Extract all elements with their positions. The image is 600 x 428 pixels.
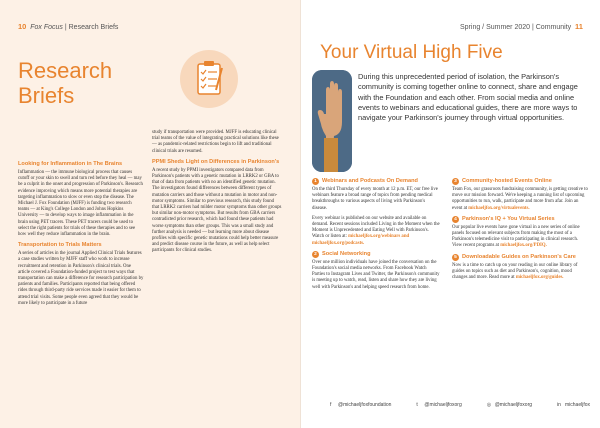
right-page-number: 11	[575, 22, 583, 31]
footer-twitter-label: @michaeljfoxorg	[424, 402, 462, 408]
item-5-body: Now is a time to catch up on your reading in our online library of guides on topics such as diet and Parkinson's, cognition, mood changes and more. Read more at	[452, 262, 578, 281]
left-page-number: 10	[18, 22, 27, 31]
left-header-title: Fox Focus	[30, 24, 63, 31]
footer-facebook[interactable]	[330, 402, 391, 408]
item-5-text	[452, 263, 588, 282]
social-footer	[330, 402, 590, 408]
article-2-continued: study if transportation were provided. MJFF is educating clinical trial teams of the value of integrating practical solutions like these — as pandemic-related restrictions begin to lift and traditional clinical trials are resumed.	[152, 130, 279, 154]
footer-instagram[interactable]	[487, 402, 532, 408]
right-page-header	[460, 22, 583, 31]
item-5-title: Downloadable Guides on Parkinson's Care	[462, 253, 576, 260]
article-1-heading: Looking for Inflammation in The Brains	[18, 161, 123, 167]
footer-facebook-label: @michaeljfoxfoundation	[338, 402, 392, 408]
left-column-1	[18, 158, 144, 311]
item-2-number: 2	[312, 251, 319, 258]
item-3-body: Team Fox, our grassroots fundraising community, is getting creative to move our mission forward. We're keeping a running list of upcoming opportunities to run, walk, participate and more from afar. Join an event at	[452, 187, 588, 211]
item-4-link[interactable]: michaeljfox.org/PDIQ.	[500, 243, 547, 249]
item-4-title: Parkinson's IQ + You Virtual Series	[462, 215, 555, 222]
left-column-2	[152, 130, 282, 259]
intro-paragraph: During this unprecedented period of isolation, the Parkinson's community is coming together online to connect, share and engage with the Foundation and each other. From social media and online events to webinars and educational guides, there are more ways to navigate your Parkinson's journey through virtual opportunities.	[358, 72, 578, 123]
instagram-icon: ◎	[486, 402, 492, 408]
footer-twitter[interactable]	[416, 402, 461, 408]
right-column-1	[312, 178, 440, 295]
clipboard-checklist-icon	[180, 50, 238, 108]
left-header-section: | Research Briefs	[62, 24, 119, 31]
item-1-text-2-body: Every webinar is published on our website and available on demand. Recent sessions included Living in the Moment when the Moment is Unprecedented and Eating Well with Parkinson's. Watch or listen at:	[312, 215, 440, 240]
footer-instagram-label: @michaeljfoxorg	[494, 402, 533, 408]
item-2-title: Social Networking	[322, 250, 371, 257]
item-3-heading	[452, 178, 588, 185]
page-title-research-briefs	[18, 58, 112, 108]
article-3-heading: PPMI Sheds Light on Differences in Parkinson's	[152, 158, 280, 165]
item-4-body: Our popular live events have gone virtual in a new series of online panels focused on relevant subjects from making the most of a Parkinson's telemedicine visit to participating in clinical research. View recent programs at	[452, 224, 580, 249]
item-1-number: 1	[312, 178, 319, 185]
item-1-title: Webinars and Podcasts On Demand	[322, 178, 418, 184]
right-column-2	[452, 178, 588, 285]
item-3-title: Community-hosted Events Online	[462, 178, 552, 184]
item-5-number: 5	[452, 254, 459, 261]
item-4-text	[452, 225, 588, 250]
item-2-heading	[312, 251, 440, 258]
facebook-icon: f	[330, 402, 332, 408]
item-1-heading	[312, 178, 440, 185]
article-2-text: A series of articles in the journal Applied Clinical Trials features a case studies written by MJFF staff who work to increase recruitment and retention in Parkinson's clinical trials. One article covered a Foundation-funded project to test ways that transportation can make a difference for research participation by patients and families. Participants reported that being offered rides through third-party ride services made it easier for them to attend trial visits. Some people even agreed that they would be more likely to participate in a future	[18, 251, 144, 306]
item-4-number: 4	[452, 216, 459, 223]
title-line-2: Briefs	[18, 83, 75, 108]
article-2-heading: Transportation to Trials Matters	[18, 242, 102, 249]
item-2-text: Over one million individuals have joined the conversation on the Foundation's social media networks. From Facebook Watch Parties to Instagram Lives and Twitter, the Parkinson's community is meeting up to watch, read, listen and share how they are living well with Parkinson's and helping speed research from home.	[312, 259, 440, 290]
left-page-header	[18, 22, 118, 31]
item-3-number: 3	[452, 178, 459, 185]
item-3-text	[452, 187, 588, 212]
linkedin-icon: in	[556, 402, 561, 408]
title-line-1: Research	[18, 58, 113, 83]
item-3-link[interactable]: michaeljfox.org/virtualevents.	[468, 205, 530, 211]
footer-linkedin-label: michaeljfox	[564, 402, 590, 408]
twitter-icon: t	[416, 402, 418, 408]
right-header-text: Spring / Summer 2020 | Community	[460, 24, 572, 31]
article-1-text: Inflammation — the immune biological process that causes cutoff or your skin to swell and turn red before they heal — may be a culprit in the onset and progression of Parkinson's. Research evidence improving which means more potential therapies are targeting inflammation to slow or even stop the disease. The Michael J. Fox Foundation (MJFF) is funding two research teams — at King's College London and Johns Hopkins University — to develop ways to image inflammation in the brain using PET tracers. These PET tracers could be used to select the right patients for trials of these therapies and to see how well they reduce inflammation in the brain.	[18, 170, 143, 238]
item-1-text-2	[312, 216, 440, 247]
article-3-text: A recent study by PPMI investigators compared data from Parkinson's patients with a genetic mutation in LRRK2 or GBA to that of data from patients with no an identified genetic mutation. The investigators found differences between different types of mutation carriers and those without a mutation in motor and non-motor symptoms. Similar to previous research, this study found that LRRK2 carriers had milder motor symptoms than other groups but similar non-motor symptoms. But results from GBA carriers contradicted prior research, which had found these patients had worse symptoms than other groups. This was a small study and further analysis is needed — but learning more about disease profiles with specific genetic mutations could help better measure and predict disease course in the future, as well as help select participants for clinical studies.	[152, 167, 282, 254]
item-1-text: On the third Thursday of every month at 12 p.m. ET, our free live webinars feature a broad range of topics from pending medical breakthroughs to various aspects of living with Parkinson's disease.	[312, 187, 438, 211]
item-1-link[interactable]: michaeljfox.org/webinars and michaeljfox.org/podcasts.	[312, 234, 410, 246]
footer-linkedin[interactable]	[557, 402, 590, 408]
page-title-virtual-high-five: Your Virtual High Five	[320, 42, 503, 63]
item-5-link[interactable]: michaeljfox.org/guides.	[515, 275, 564, 281]
item-5-heading	[452, 254, 588, 261]
raised-hand-icon	[312, 70, 352, 172]
item-4-heading	[452, 216, 588, 223]
